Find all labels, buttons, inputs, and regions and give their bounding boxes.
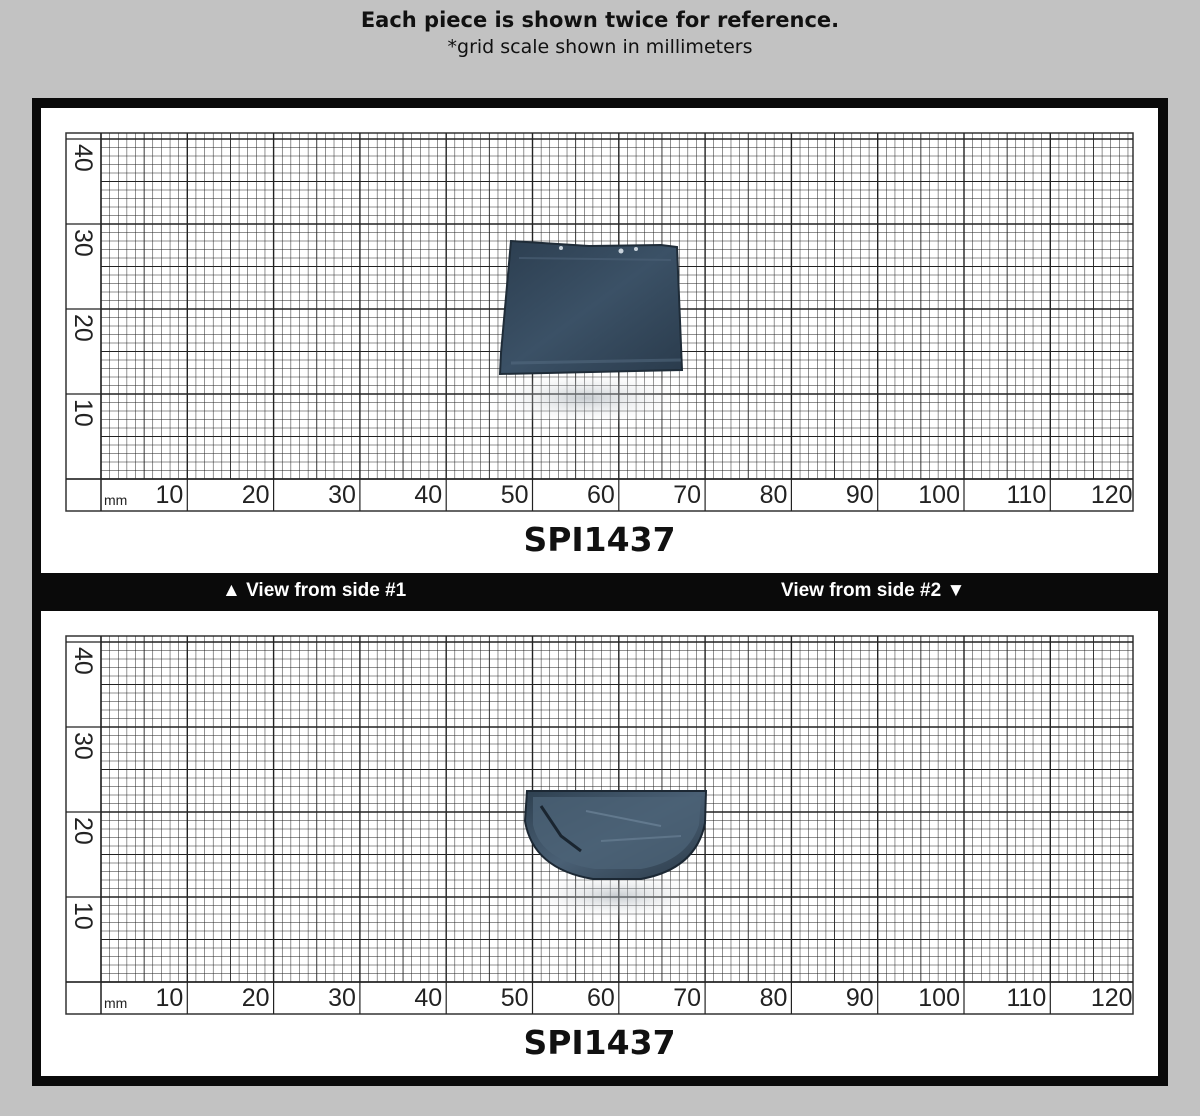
unit-label: mm (104, 995, 128, 1011)
panel-side-2 (41, 611, 1158, 1076)
view-side-2-caption: View from side #2 ▼ (781, 580, 966, 601)
view-side-1-caption: ▲ View from side #1 (222, 580, 407, 601)
grid-scale-top (41, 108, 1158, 573)
y-axis-labels (69, 144, 97, 427)
y-tick-label: 30 (69, 229, 97, 257)
page-subtitle: *grid scale shown in millimeters (447, 36, 753, 58)
x-axis-labels (155, 984, 1132, 1012)
y-tick-label: 10 (69, 399, 97, 427)
x-tick-label: 20 (241, 984, 270, 1012)
y-tick-label: 30 (69, 732, 97, 760)
x-tick-label: 10 (155, 984, 184, 1012)
x-tick-label: 40 (414, 481, 443, 509)
unit-label: mm (104, 492, 128, 508)
x-tick-label: 100 (918, 481, 960, 509)
page-title: Each piece is shown twice for reference. (360, 8, 840, 32)
x-tick-label: 80 (759, 481, 788, 509)
sample-label-top: SPI1437 (523, 520, 676, 559)
panel-side-1 (41, 108, 1158, 573)
x-tick-label: 30 (328, 481, 356, 509)
x-tick-label: 80 (759, 984, 788, 1012)
x-tick-label: 30 (328, 984, 356, 1012)
x-tick-label: 70 (673, 481, 702, 509)
x-tick-label: 70 (673, 984, 702, 1012)
x-tick-label: 20 (241, 481, 270, 509)
x-tick-label: 10 (155, 481, 184, 509)
x-tick-label: 100 (918, 984, 960, 1012)
x-axis-labels (155, 481, 1132, 509)
grid-scale-bottom (41, 611, 1158, 1076)
y-tick-label: 20 (69, 314, 97, 342)
x-tick-label: 120 (1090, 984, 1133, 1012)
y-tick-label: 10 (69, 902, 97, 930)
y-tick-label: 40 (69, 144, 97, 172)
x-tick-label: 110 (1006, 481, 1047, 509)
x-tick-label: 90 (845, 984, 874, 1012)
x-tick-label: 60 (586, 481, 615, 509)
y-axis-labels (69, 647, 97, 930)
x-tick-label: 120 (1090, 481, 1133, 509)
y-tick-label: 40 (69, 647, 97, 675)
specimen-side-2-image (517, 791, 717, 922)
x-tick-label: 50 (500, 481, 529, 509)
x-tick-label: 40 (414, 984, 443, 1012)
x-tick-label: 90 (845, 481, 874, 509)
x-tick-label: 60 (586, 984, 615, 1012)
sample-label-bottom: SPI1437 (523, 1023, 676, 1062)
specimen-side-1-image (476, 241, 696, 426)
y-tick-label: 20 (69, 817, 97, 845)
x-tick-label: 50 (500, 984, 529, 1012)
x-tick-label: 110 (1006, 984, 1047, 1012)
